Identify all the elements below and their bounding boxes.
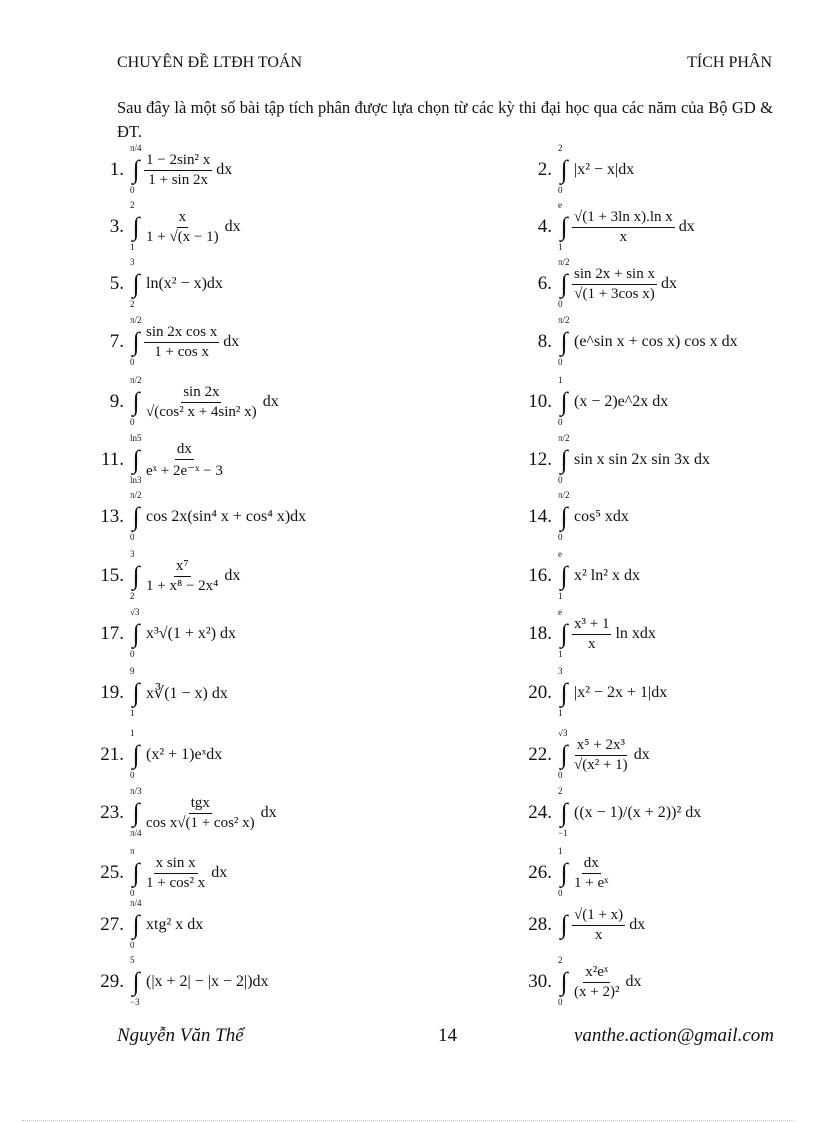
lower-limit: 1 bbox=[558, 708, 563, 718]
denominator: cos x√(1 + cos² x) bbox=[146, 814, 255, 831]
integral-expression bbox=[130, 375, 279, 427]
upper-limit: π/2 bbox=[130, 375, 142, 385]
denominator: x bbox=[594, 926, 603, 943]
fraction bbox=[144, 441, 225, 480]
integral-sign bbox=[130, 786, 142, 838]
integrand: (x − 2)e^2x dx bbox=[574, 393, 669, 410]
upper-limit: π/2 bbox=[130, 490, 142, 500]
integral-sign bbox=[558, 433, 570, 485]
integral-expression bbox=[558, 433, 711, 485]
header-title-left: CHUYÊN ĐỀ LTĐH TOÁN bbox=[117, 54, 303, 71]
fraction bbox=[572, 964, 621, 1001]
numerator: x bbox=[177, 209, 189, 228]
integrand: |x² − x|dx bbox=[574, 161, 635, 178]
integral-sign bbox=[558, 375, 570, 427]
integral-symbol-icon: ∫ bbox=[132, 327, 140, 356]
problem-item bbox=[516, 905, 645, 945]
problem-number: 11. bbox=[100, 449, 124, 470]
integral-symbol-icon: ∫ bbox=[560, 858, 568, 887]
problem-item bbox=[516, 143, 635, 195]
lower-limit: 0 bbox=[130, 357, 135, 367]
denominator: 1 + cos x bbox=[154, 343, 209, 360]
integral-symbol-icon: ∫ bbox=[560, 327, 568, 356]
lower-limit: 2 bbox=[130, 591, 135, 601]
problem-number: 3. bbox=[109, 216, 124, 237]
lower-limit: 0 bbox=[558, 770, 563, 780]
lower-limit: π/4 bbox=[130, 828, 142, 838]
integral-symbol-icon: ∫ bbox=[132, 740, 140, 769]
fraction bbox=[572, 737, 630, 774]
integral-symbol-icon: ∫ bbox=[560, 445, 568, 474]
denominator: (x + 2)² bbox=[574, 983, 620, 1000]
differential: ln xdx bbox=[615, 625, 656, 642]
integral-sign bbox=[558, 912, 570, 938]
integrand: (e^sin x + cos x) cos x dx bbox=[574, 333, 738, 350]
integral-sign bbox=[130, 955, 142, 1007]
integral-sign bbox=[130, 433, 142, 485]
problem-number: 23. bbox=[100, 802, 124, 823]
integral-symbol-icon: ∫ bbox=[132, 798, 140, 827]
differential: dx bbox=[211, 864, 228, 881]
differential: dx bbox=[224, 567, 241, 584]
lower-limit: −3 bbox=[130, 997, 140, 1007]
integrand: (|x + 2| − |x − 2|)dx bbox=[146, 973, 269, 990]
integral-symbol-icon: ∫ bbox=[560, 967, 568, 996]
integral-expression bbox=[130, 315, 240, 367]
lower-limit: 1 bbox=[558, 649, 563, 659]
integral-expression bbox=[558, 375, 669, 427]
fraction bbox=[144, 152, 212, 189]
integral-sign bbox=[130, 607, 142, 659]
problem-item bbox=[88, 490, 307, 542]
lower-limit: 1 bbox=[558, 242, 563, 252]
integral-symbol-icon: ∫ bbox=[132, 967, 140, 996]
integrand: cos 2x(sin⁴ x + cos⁴ x)dx bbox=[146, 508, 307, 525]
fraction bbox=[572, 209, 675, 246]
integral-sign bbox=[558, 549, 570, 601]
numerator: √(1 + 3ln x).ln x bbox=[572, 209, 675, 228]
problem-number: 22. bbox=[528, 744, 552, 765]
problem-number: 12. bbox=[528, 449, 552, 470]
upper-limit: π/2 bbox=[558, 315, 570, 325]
lower-limit: 2 bbox=[130, 299, 135, 309]
differential: dx bbox=[678, 218, 695, 235]
integral-sign bbox=[130, 666, 142, 718]
numerator: 1 − 2sin² x bbox=[144, 152, 212, 171]
problem-item bbox=[516, 315, 738, 367]
problem-number: 21. bbox=[100, 744, 124, 765]
integral-expression bbox=[130, 143, 233, 195]
integral-sign bbox=[130, 257, 142, 309]
integral-symbol-icon: ∫ bbox=[132, 561, 140, 590]
problem-item bbox=[88, 433, 229, 485]
integral-symbol-icon: ∫ bbox=[560, 212, 568, 241]
upper-limit: e bbox=[558, 200, 562, 210]
numerator: x²eˣ bbox=[583, 964, 610, 983]
lower-limit: 0 bbox=[558, 185, 563, 195]
page-number: 14 bbox=[438, 1025, 457, 1046]
problem-item bbox=[516, 728, 650, 780]
upper-limit: 2 bbox=[558, 955, 563, 965]
upper-limit: π/2 bbox=[558, 490, 570, 500]
integral-sign bbox=[130, 490, 142, 542]
integral-expression bbox=[558, 315, 738, 367]
denominator: 1 + eˣ bbox=[574, 874, 609, 891]
problem-item bbox=[88, 200, 241, 252]
integral-sign bbox=[558, 728, 570, 780]
problem-item bbox=[516, 257, 677, 309]
integral-expression bbox=[130, 666, 228, 718]
upper-limit: e bbox=[558, 607, 562, 617]
integrand: sin x sin 2x sin 3x dx bbox=[574, 451, 711, 468]
differential: dx bbox=[216, 161, 233, 178]
lower-limit: 0 bbox=[558, 997, 563, 1007]
integral-symbol-icon: ∫ bbox=[560, 387, 568, 416]
integral-symbol-icon: ∫ bbox=[132, 269, 140, 298]
fraction bbox=[144, 795, 257, 832]
upper-limit: π bbox=[130, 846, 135, 856]
problem-number: 9. bbox=[109, 391, 124, 412]
problem-number: 18. bbox=[528, 623, 552, 644]
integral-expression bbox=[130, 846, 228, 898]
upper-limit: π/3 bbox=[130, 786, 142, 796]
lower-limit: 0 bbox=[130, 940, 135, 950]
integral-expression bbox=[558, 257, 677, 309]
integral-expression bbox=[558, 490, 629, 542]
integrand: cos⁵ xdx bbox=[574, 508, 629, 525]
integral-sign bbox=[558, 257, 570, 309]
problem-item bbox=[88, 955, 269, 1007]
numerator: dx bbox=[175, 441, 194, 460]
fraction bbox=[572, 907, 625, 944]
integral-symbol-icon: ∫ bbox=[132, 155, 140, 184]
upper-limit: √3 bbox=[130, 607, 140, 617]
problem-item bbox=[88, 666, 228, 718]
upper-limit: π/2 bbox=[558, 433, 570, 443]
problem-item bbox=[88, 786, 277, 838]
differential: dx bbox=[660, 275, 677, 292]
denominator: √(1 + 3cos x) bbox=[574, 285, 655, 302]
page-bottom-divider bbox=[22, 1120, 794, 1121]
lower-limit: 0 bbox=[558, 299, 563, 309]
integral-sign bbox=[558, 315, 570, 367]
lower-limit: 0 bbox=[130, 649, 135, 659]
upper-limit: 3 bbox=[130, 257, 135, 267]
upper-limit: 2 bbox=[558, 143, 563, 153]
problem-item bbox=[516, 786, 702, 838]
problem-item bbox=[516, 490, 629, 542]
fraction bbox=[572, 855, 610, 892]
integral-expression bbox=[130, 955, 269, 1007]
denominator: eˣ + 2e⁻ˣ − 3 bbox=[146, 462, 223, 479]
integral-sign bbox=[558, 200, 570, 252]
problem-number: 7. bbox=[109, 331, 124, 352]
denominator: 1 + cos² x bbox=[146, 874, 206, 891]
integral-sign bbox=[130, 728, 142, 780]
intro-paragraph: Sau đây là một số bài tập tích phân được lựa chọn từ các kỳ thi đại học qua các năm của Bộ GD & ĐT. bbox=[117, 98, 773, 141]
integrand: ((x − 1)/(x + 2))² dx bbox=[574, 804, 702, 821]
upper-limit: π/2 bbox=[130, 315, 142, 325]
integral-symbol-icon: ∫ bbox=[132, 445, 140, 474]
integral-symbol-icon: ∫ bbox=[132, 387, 140, 416]
problem-item bbox=[516, 666, 668, 718]
upper-limit: √3 bbox=[558, 728, 568, 738]
integral-sign bbox=[558, 490, 570, 542]
problem-item bbox=[516, 200, 695, 252]
upper-limit: π/2 bbox=[558, 257, 570, 267]
integral-expression bbox=[558, 786, 702, 838]
lower-limit: 0 bbox=[130, 770, 135, 780]
integral-sign bbox=[130, 143, 142, 195]
upper-limit: π/4 bbox=[130, 898, 142, 908]
problem-number: 13. bbox=[100, 506, 124, 527]
integral-sign bbox=[130, 898, 142, 950]
integral-symbol-icon: ∫ bbox=[560, 561, 568, 590]
problem-item bbox=[88, 143, 233, 195]
problem-item bbox=[88, 607, 237, 659]
problem-number: 4. bbox=[537, 216, 552, 237]
problem-item bbox=[516, 433, 711, 485]
problem-number: 16. bbox=[528, 565, 552, 586]
integral-sign bbox=[558, 786, 570, 838]
integral-expression bbox=[130, 490, 307, 542]
integral-expression bbox=[130, 607, 237, 659]
lower-limit: 0 bbox=[130, 185, 135, 195]
lower-limit: 1 bbox=[558, 591, 563, 601]
integrand: xtg² x dx bbox=[146, 916, 204, 933]
denominator: 1 + √(x − 1) bbox=[146, 228, 219, 245]
integral-symbol-icon: ∫ bbox=[560, 740, 568, 769]
footer-email: vanthe.action@gmail.com bbox=[573, 1025, 774, 1046]
denominator: x bbox=[587, 635, 596, 652]
integral-symbol-icon: ∫ bbox=[132, 212, 140, 241]
problem-number: 2. bbox=[537, 159, 552, 180]
numerator: sin 2x bbox=[181, 384, 221, 403]
lower-limit: 0 bbox=[130, 532, 135, 542]
problem-number: 29. bbox=[100, 971, 124, 992]
problem-item bbox=[516, 955, 642, 1007]
integral-expression bbox=[558, 200, 695, 252]
integral-expression bbox=[558, 728, 650, 780]
numerator: dx bbox=[582, 855, 601, 874]
lower-limit: −1 bbox=[558, 828, 568, 838]
denominator: √(x² + 1) bbox=[574, 756, 628, 773]
upper-limit: 9 bbox=[130, 666, 135, 676]
lower-limit: ln3 bbox=[130, 475, 142, 485]
numerator: x⁷ bbox=[174, 558, 191, 577]
problem-item bbox=[88, 315, 240, 367]
header-title-right: TÍCH PHÂN bbox=[687, 54, 772, 71]
problem-number: 5. bbox=[109, 273, 124, 294]
integral-expression bbox=[130, 257, 223, 309]
integral-expression bbox=[130, 898, 204, 950]
problem-number: 1. bbox=[109, 159, 124, 180]
footer-author: Nguyễn Văn Thể bbox=[117, 1025, 244, 1046]
integral-sign bbox=[130, 200, 142, 252]
problem-number: 27. bbox=[100, 914, 124, 935]
integral-sign bbox=[558, 666, 570, 718]
upper-limit: 1 bbox=[558, 375, 563, 385]
integral-symbol-icon: ∫ bbox=[132, 502, 140, 531]
differential: dx bbox=[224, 218, 241, 235]
integral-expression bbox=[558, 143, 635, 195]
fraction bbox=[144, 855, 207, 892]
numerator: tgx bbox=[189, 795, 212, 814]
integral-symbol-icon: ∫ bbox=[560, 502, 568, 531]
denominator: √(cos² x + 4sin² x) bbox=[146, 403, 257, 420]
lower-limit: 0 bbox=[558, 357, 563, 367]
integral-symbol-icon: ∫ bbox=[132, 858, 140, 887]
numerator: sin 2x + sin x bbox=[572, 266, 657, 285]
upper-limit: π/4 bbox=[130, 143, 142, 153]
integral-symbol-icon: ∫ bbox=[560, 269, 568, 298]
problem-number: 20. bbox=[528, 682, 552, 703]
numerator: x³ + 1 bbox=[572, 616, 611, 635]
integral-expression bbox=[130, 433, 229, 485]
denominator: 1 + x⁸ − 2x⁴ bbox=[146, 577, 219, 594]
integral-symbol-icon: ∫ bbox=[560, 155, 568, 184]
upper-limit: ln5 bbox=[130, 433, 142, 443]
differential: dx bbox=[260, 804, 277, 821]
upper-limit: 2 bbox=[558, 786, 563, 796]
problem-item bbox=[88, 257, 223, 309]
integral-symbol-icon: ∫ bbox=[560, 798, 568, 827]
integral-sign bbox=[558, 607, 570, 659]
integrand: ln(x² − x)dx bbox=[146, 275, 223, 292]
integral-sign bbox=[558, 955, 570, 1007]
differential: dx bbox=[633, 746, 650, 763]
integral-expression bbox=[558, 607, 656, 659]
problem-item bbox=[516, 607, 656, 659]
fraction bbox=[144, 384, 259, 421]
integrand: x∛(1 − x) dx bbox=[146, 685, 228, 702]
problem-number: 24. bbox=[528, 802, 552, 823]
lower-limit: 1 bbox=[130, 242, 135, 252]
integral-symbol-icon: ∫ bbox=[560, 678, 568, 707]
integral-symbol-icon: ∫ bbox=[560, 619, 568, 648]
integral-sign bbox=[558, 143, 570, 195]
lower-limit: 0 bbox=[558, 888, 563, 898]
problem-number: 6. bbox=[537, 273, 552, 294]
numerator: x sin x bbox=[154, 855, 198, 874]
integral-symbol-icon: ∫ bbox=[560, 910, 568, 939]
integral-expression bbox=[130, 200, 241, 252]
upper-limit: 3 bbox=[558, 666, 563, 676]
lower-limit: 0 bbox=[558, 475, 563, 485]
lower-limit: 1 bbox=[130, 708, 135, 718]
upper-limit: 1 bbox=[130, 728, 135, 738]
integral-symbol-icon: ∫ bbox=[132, 910, 140, 939]
integral-sign bbox=[130, 375, 142, 427]
numerator: sin 2x cos x bbox=[144, 324, 219, 343]
integral-expression bbox=[130, 786, 277, 838]
integral-sign bbox=[130, 315, 142, 367]
integrand: |x² − 2x + 1|dx bbox=[574, 684, 668, 701]
fraction bbox=[572, 616, 611, 653]
lower-limit: 0 bbox=[130, 417, 135, 427]
differential: dx bbox=[262, 393, 279, 410]
integral-expression bbox=[558, 549, 641, 601]
numerator: √(1 + x) bbox=[572, 907, 625, 926]
problem-number: 10. bbox=[528, 391, 552, 412]
differential: dx bbox=[625, 973, 642, 990]
integral-sign bbox=[130, 846, 142, 898]
lower-limit: 0 bbox=[558, 532, 563, 542]
integral-expression bbox=[130, 728, 223, 780]
upper-limit: 5 bbox=[130, 955, 135, 965]
problem-number: 14. bbox=[528, 506, 552, 527]
problem-item bbox=[88, 375, 279, 427]
problem-number: 28. bbox=[528, 914, 552, 935]
upper-limit: e bbox=[558, 549, 562, 559]
integral-expression bbox=[558, 846, 614, 898]
upper-limit: 1 bbox=[558, 846, 563, 856]
lower-limit: 0 bbox=[558, 417, 563, 427]
lower-limit: 0 bbox=[130, 888, 135, 898]
fraction bbox=[144, 324, 219, 361]
problem-item bbox=[516, 846, 614, 898]
problem-item bbox=[88, 846, 228, 898]
problem-number: 8. bbox=[537, 331, 552, 352]
fraction bbox=[144, 209, 221, 246]
integral-expression bbox=[558, 907, 645, 944]
integrand: x² ln² x dx bbox=[574, 567, 641, 584]
integral-expression bbox=[558, 666, 668, 718]
integral-sign bbox=[558, 846, 570, 898]
problem-item bbox=[88, 898, 204, 950]
integral-expression bbox=[558, 955, 642, 1007]
problem-number: 17. bbox=[100, 623, 124, 644]
problem-number: 15. bbox=[100, 565, 124, 586]
numerator: x⁵ + 2x³ bbox=[575, 737, 627, 756]
problem-item bbox=[516, 375, 669, 427]
upper-limit: 3 bbox=[130, 549, 135, 559]
differential: dx bbox=[223, 333, 240, 350]
integral-expression bbox=[130, 549, 241, 601]
differential: dx bbox=[629, 916, 646, 933]
upper-limit: 2 bbox=[130, 200, 135, 210]
denominator: x bbox=[619, 228, 628, 245]
problem-number: 26. bbox=[528, 862, 552, 883]
integral-symbol-icon: ∫ bbox=[132, 619, 140, 648]
integrand: (x² + 1)eˣdx bbox=[146, 746, 223, 763]
fraction bbox=[144, 558, 220, 595]
integral-symbol-icon: ∫ bbox=[132, 678, 140, 707]
integrand: x³√(1 + x²) dx bbox=[146, 625, 237, 642]
integral-sign bbox=[130, 549, 142, 601]
problem-number: 19. bbox=[100, 682, 124, 703]
problem-number: 30. bbox=[528, 971, 552, 992]
problem-item bbox=[88, 549, 241, 601]
denominator: 1 + sin 2x bbox=[148, 171, 208, 188]
problem-item bbox=[516, 549, 641, 601]
fraction bbox=[572, 266, 657, 303]
problem-item bbox=[88, 728, 223, 780]
problem-number: 25. bbox=[100, 862, 124, 883]
